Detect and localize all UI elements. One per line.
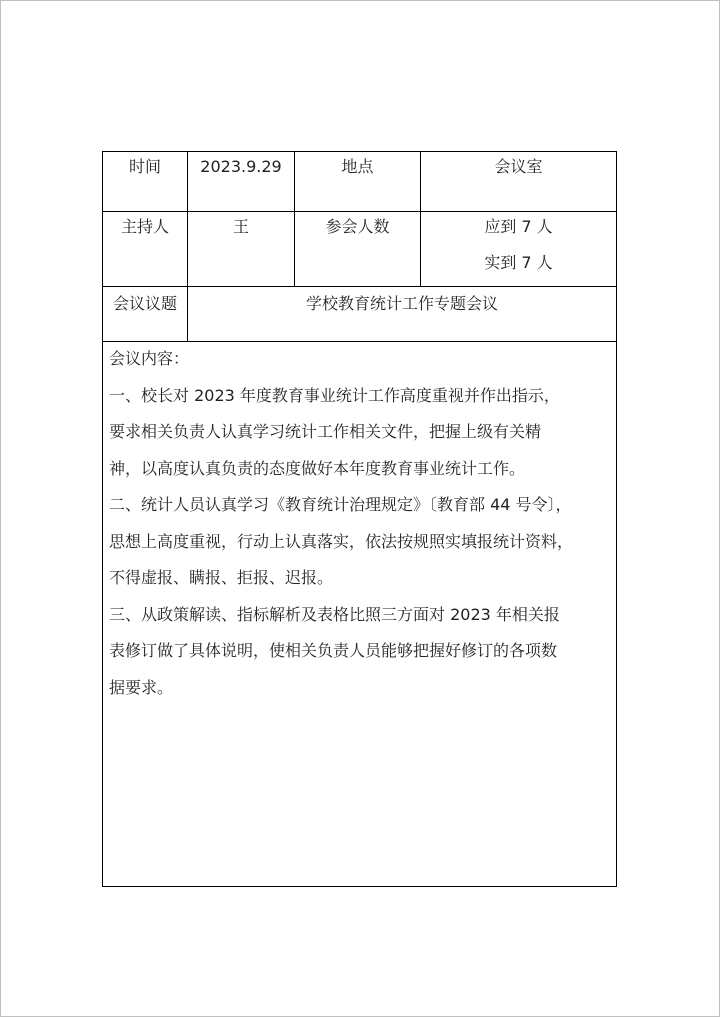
table-border-right bbox=[616, 151, 617, 887]
expected-attendees: 应到 7 人 bbox=[484, 217, 553, 236]
content-line: 三、从政策解读、指标解析及表格比照三方面对 2023 年相关报 bbox=[109, 604, 560, 624]
place-value: 会议室 bbox=[494, 157, 543, 176]
content-line: 据要求。 bbox=[109, 677, 174, 697]
actual-attendees: 实到 7 人 bbox=[484, 253, 553, 272]
content-line: 思想上高度重视，行动上认真落实，依法按规照实填报统计资料， bbox=[109, 531, 574, 551]
meeting-content bbox=[109, 341, 609, 706]
content-line: 不得虚报、瞒报、拒报、迟报。 bbox=[109, 568, 334, 587]
attendees-label: 参会人数 bbox=[325, 217, 390, 236]
content-line: 神，以高度认真负责的态度做好本年度教育事业统计工作。 bbox=[109, 458, 526, 478]
time-label: 时间 bbox=[128, 157, 161, 176]
host-label: 主持人 bbox=[120, 217, 169, 236]
table-border-left bbox=[102, 151, 103, 887]
host-value: 王 bbox=[232, 217, 249, 236]
content-line: 一、校长对 2023 年度教育事业统计工作高度重视并作出指示， bbox=[109, 385, 560, 405]
time-value: 2023.9.29 bbox=[200, 157, 282, 176]
content-line: 要求相关负责人认真学习统计工作相关文件，把握上级有关精 bbox=[109, 422, 542, 441]
table-border-bottom bbox=[102, 886, 617, 887]
topic-label: 会议议题 bbox=[112, 294, 177, 313]
content-line: 表修订做了具体说明，使相关负责人员能够把握好修订的各项数 bbox=[109, 641, 558, 660]
topic-value: 学校教育统计工作专题会议 bbox=[305, 294, 498, 313]
attendees-count bbox=[421, 209, 616, 281]
content-line: 二、统计人员认真学习《教育统计治理规定》〔教育部 44 号令〕， bbox=[109, 495, 572, 514]
place-label: 地点 bbox=[341, 157, 374, 176]
content-heading: 会议内容： bbox=[109, 349, 190, 368]
